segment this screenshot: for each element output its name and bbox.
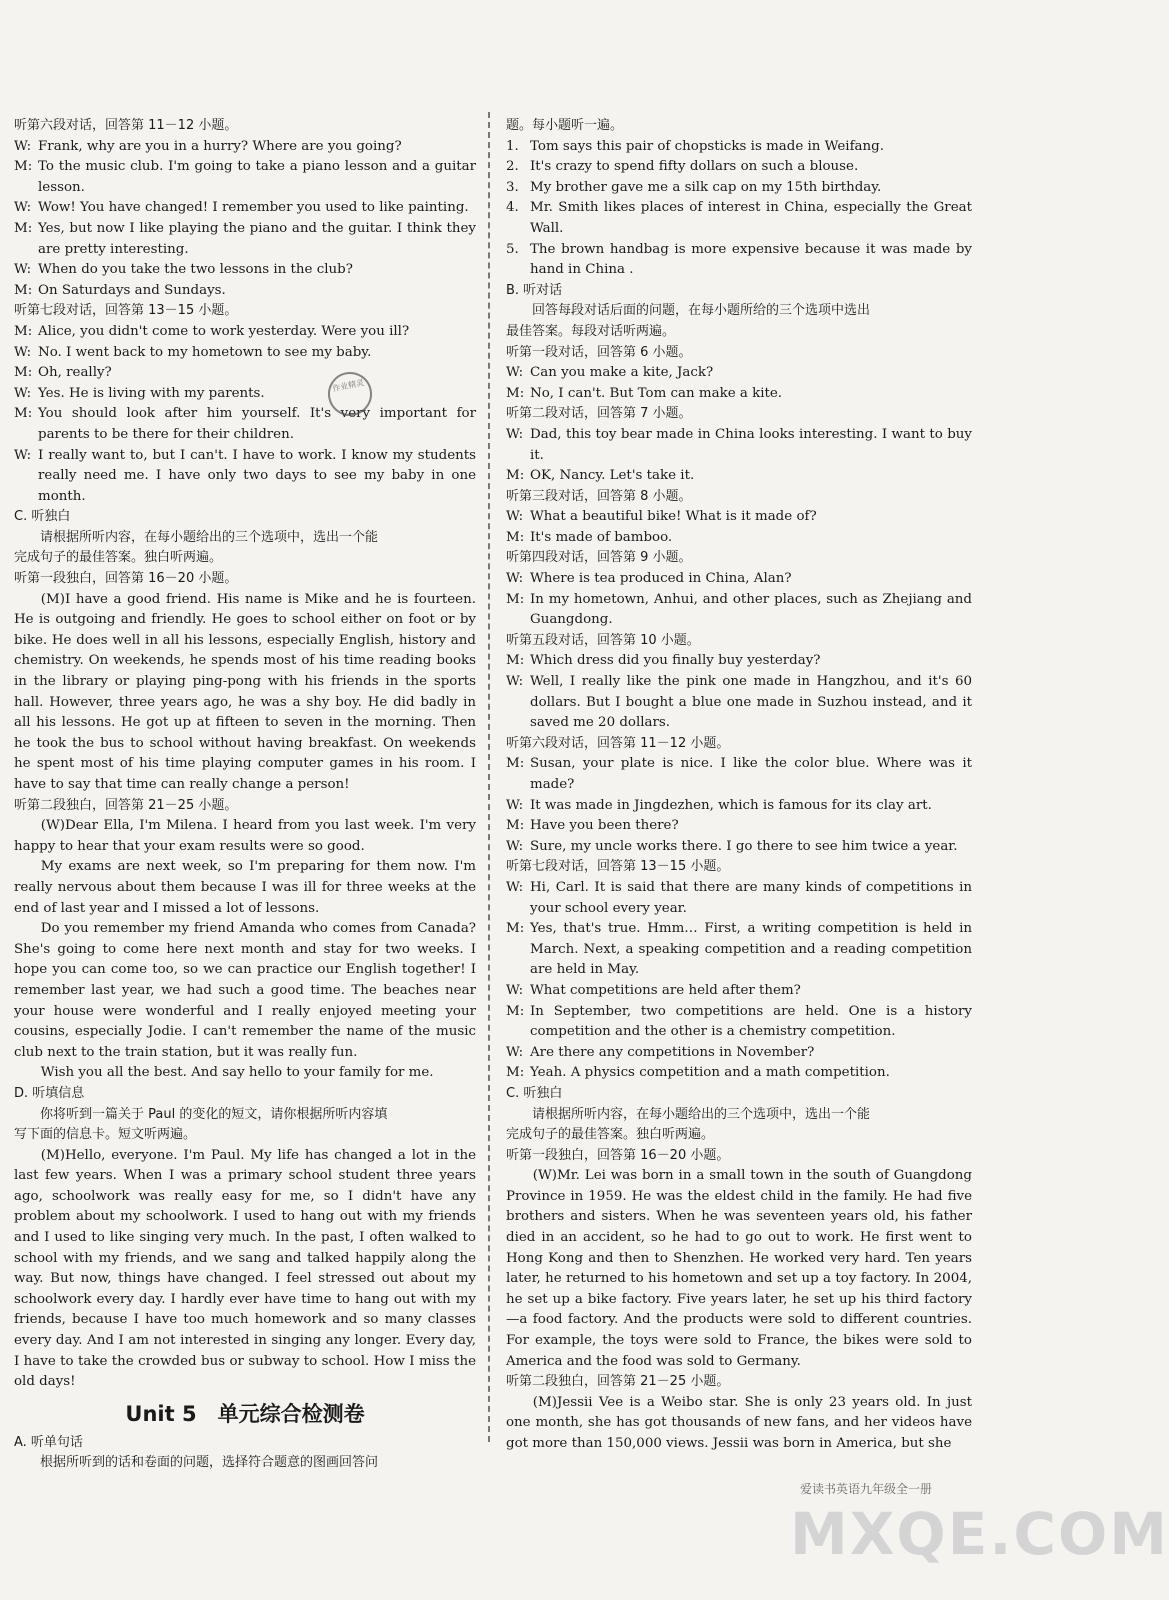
dialogue-7 <box>506 878 972 1084</box>
speaker-label: W: <box>14 200 32 216</box>
question-number: 2. <box>506 159 519 175</box>
dialogue-text: Susan, your plate is nice. I like the color blue. Where was it made? <box>530 756 972 792</box>
section-a-instruction: 根据所听到的话和卷面的问题，选择符合题意的图画回答问 <box>40 1455 379 1471</box>
dialogue-7 <box>14 322 476 507</box>
left-column <box>14 116 476 1474</box>
dialogue-7-header: 听第七段对话，回答第 13－15 小题。 <box>14 303 238 319</box>
section-a-title: A. 听单句话 <box>14 1434 83 1450</box>
dialogue-line <box>506 1063 972 1084</box>
question-item <box>506 240 972 281</box>
monologue-2-header: 听第二段独白，回答第 21－25 小题。 <box>506 1374 730 1390</box>
dialogue-line <box>14 219 476 260</box>
dialogue-text: I really want to, but I can't. I have to work. I know my students really need me. I have only two days to see my baby in one month. <box>38 447 476 504</box>
dialogue-line <box>506 1002 972 1043</box>
dialogue-2 <box>506 425 972 487</box>
section-c-instruction: 请根据所听内容，在每小题给出的三个选项中，选出一个能 <box>40 529 379 545</box>
dialogue-line <box>506 672 972 734</box>
question-item <box>506 198 972 239</box>
dialogue-4-header: 听第四段对话，回答第 9 小题。 <box>506 550 692 566</box>
dialogue-line <box>506 816 972 837</box>
speaker-label: W: <box>506 674 524 690</box>
dialogue-text: No. I went back to my hometown to see my baby. <box>38 344 372 360</box>
dialogue-line <box>506 528 972 549</box>
dialogue-3-header: 听第三段对话，回答第 8 小题。 <box>506 488 692 504</box>
monologue-1-text: (M)I have a good friend. His name is Mike and he is fourteen. He is outgoing and friendly. He goes to school either on foot or by bike. He does well in all his lessons, especially English, history and chemistry. On weekends, he spends most of his time reading books in the library or playing ping-pong with his friends in the sports hall. However, three years ago, he was a shy boy. He did badly in all his lessons. He got up at fifteen to seven in the morning. Then he took the bus to school without having breakfast. On weekends he spent most of his time playing computer games in his room. I have to say that time can really change a person! <box>14 591 476 792</box>
speaker-label: M: <box>506 921 525 937</box>
speaker-label: W: <box>14 385 32 401</box>
dialogue-text: Yeah. A physics competition and a math competition. <box>530 1065 890 1081</box>
watermark: MXQE.COM <box>790 1500 1169 1568</box>
dialogue-text: What competitions are held after them? <box>530 982 801 998</box>
dialogue-text: Frank, why are you in a hurry? Where are you going? <box>38 138 402 154</box>
speaker-label: W: <box>14 262 32 278</box>
speaker-label: W: <box>506 365 524 381</box>
dialogue-text: Have you been there? <box>530 818 679 834</box>
dialogue-text: Dad, this toy bear made in China looks interesting. I want to buy it. <box>530 426 972 463</box>
dialogue-1 <box>506 363 972 404</box>
dialogue-text: Wow! You have changed! I remember you used to like painting. <box>38 200 469 216</box>
dialogue-text: Oh, really? <box>38 365 112 381</box>
section-d-title: D. 听填信息 <box>14 1085 85 1101</box>
right-column <box>506 116 972 1455</box>
dialogue-5 <box>506 651 972 733</box>
speaker-label: M: <box>14 159 33 175</box>
unit-title: Unit 5 单元综合检测卷 <box>125 1401 365 1426</box>
letter-paragraph: (W)Dear Ella, I'm Milena. I heard from you last week. I'm very happy to hear that your exam results were so good. <box>14 818 476 854</box>
speaker-label: M: <box>506 756 525 772</box>
dialogue-line <box>506 363 972 384</box>
dialogue-line <box>14 446 476 508</box>
dialogue-1-header: 听第一段对话，回答第 6 小题。 <box>506 344 692 360</box>
dialogue-line <box>14 157 476 198</box>
speaker-label: W: <box>506 982 524 998</box>
footer-book-title: 爱读书英语九年级全一册 <box>800 1482 933 1496</box>
speaker-label: W: <box>506 426 524 442</box>
dialogue-line <box>506 590 972 631</box>
dialogue-text: In my hometown, Anhui, and other places, such as Zhejiang and Guangdong. <box>530 591 972 628</box>
speaker-label: W: <box>506 797 524 813</box>
dialogue-text: In September, two competitions are held. One is a history competition and the other is a chemistry competition. <box>530 1003 972 1040</box>
speaker-label: M: <box>506 1003 525 1019</box>
dialogue-line <box>506 425 972 466</box>
letter-paragraph: Wish you all the best. And say hello to your family for me. <box>40 1065 434 1081</box>
dialogue-6-header: 听第六段对话，回答第 11－12 小题。 <box>14 118 238 133</box>
dialogue-line <box>506 466 972 487</box>
monologue-1-text: (W)Mr. Lei was born in a small town in the south of Guangdong Province in 1959. He was the eldest child in the family. He had five brothers and sisters. When he was seventeen years old, his father died in an accident, so he had to go out to work. He first went to Hong Kong and then to Shenzhen. He worked very hard. Ten years later, he returned to his hometown and set up a toy factory. In 2004, he set up a bike factory. Five years later, he set up his third factory—a food factory. And the products were sold to different countries. For example, the toys were sold to France, the bikes were sold to America and the food was sold to Germany. <box>506 1168 972 1369</box>
speaker-label: M: <box>506 591 525 607</box>
dialogue-6 <box>506 754 972 857</box>
dialogue-2-header: 听第二段对话，回答第 7 小题。 <box>506 406 692 422</box>
speaker-label: W: <box>506 571 524 587</box>
speaker-label: M: <box>506 818 525 834</box>
section-d-instruction: 你将听到一篇关于 Paul 的变化的短文，请你根据所听内容填 <box>40 1106 388 1122</box>
speaker-label: W: <box>506 838 524 854</box>
dialogue-line <box>506 384 972 405</box>
dialogue-text: What a beautiful bike! What is it made of? <box>530 509 817 525</box>
dialogue-text: When do you take the two lessons in the club? <box>38 262 353 278</box>
section-c-title: C. 听独白 <box>506 1085 563 1101</box>
dialogue-line <box>14 260 476 281</box>
question-text: Tom says this pair of chopsticks is made in Weifang. <box>530 138 884 154</box>
dialogue-line <box>506 878 972 919</box>
dialogue-text: Yes, but now I like playing the piano and the guitar. I think they are pretty interesting. <box>38 220 476 257</box>
dialogue-5-header: 听第五段对话，回答第 10 小题。 <box>506 632 700 648</box>
monologue-2-header: 听第二段独白，回答第 21－25 小题。 <box>14 797 238 813</box>
question-text: My brother gave me a silk cap on my 15th birthday. <box>530 179 882 195</box>
speaker-label: M: <box>14 365 33 381</box>
speaker-label: W: <box>14 138 32 154</box>
dialogue-text: Sure, my uncle works there. I go there to see him twice a year. <box>530 838 958 854</box>
dialogue-text: Yes. He is living with my parents. <box>38 385 265 401</box>
dialogue-text: Where is tea produced in China, Alan? <box>530 571 792 587</box>
question-item <box>506 157 972 178</box>
speaker-label: M: <box>14 282 33 298</box>
dialogue-text: Yes, that's true. Hmm… First, a writing competition is held in March. Next, a speaking competition and a reading competition are held in May. <box>530 921 972 978</box>
speaker-label: M: <box>506 653 525 669</box>
letter-paragraph: My exams are next week, so I'm preparing for them now. I'm really nervous about them because I was ill for three weeks at the end of last year and I missed a lot of lessons. <box>14 859 476 916</box>
dialogue-6-header: 听第六段对话，回答第 11－12 小题。 <box>506 735 730 751</box>
speaker-label: W: <box>506 879 524 895</box>
speaker-label: M: <box>14 220 33 236</box>
question-number: 4. <box>506 200 519 216</box>
speaker-label: M: <box>506 468 525 484</box>
section-c-instruction-cont: 完成句子的最佳答案。独白听两遍。 <box>14 550 223 566</box>
speaker-label: W: <box>14 344 32 360</box>
dialogue-line <box>14 322 476 343</box>
monologue-1-header: 听第一段独白，回答第 16－20 小题。 <box>14 571 238 587</box>
dialogue-line <box>506 837 972 858</box>
dialogue-6 <box>14 137 476 302</box>
question-item <box>506 178 972 199</box>
speaker-label: W: <box>506 1044 524 1060</box>
question-number: 3. <box>506 179 519 195</box>
section-b-title: B. 听对话 <box>506 282 563 298</box>
question-number: 5. <box>506 241 519 257</box>
dialogue-text: No, I can't. But Tom can make a kite. <box>530 385 783 401</box>
section-a-items <box>506 137 972 281</box>
column-divider <box>488 112 490 1442</box>
section-a-instruction-cont: 题。每小题听一遍。 <box>506 118 624 133</box>
dialogue-text: Which dress did you finally buy yesterday? <box>530 653 821 669</box>
dialogue-text: Are there any competitions in November? <box>530 1044 815 1060</box>
dialogue-text: To the music club. I'm going to take a piano lesson and a guitar lesson. <box>38 159 476 195</box>
section-b-instruction: 回答每段对话后面的问题，在每小题所给的三个选项中选出 <box>532 303 871 319</box>
dialogue-text: OK, Nancy. Let's take it. <box>530 468 695 484</box>
dialogue-line <box>14 363 476 384</box>
speaker-label: M: <box>506 1065 525 1081</box>
dialogue-text: Well, I really like the pink one made in Hangzhou, and it's 60 dollars. But I bought a blue one made in Suzhou instead, and it saved me 20 dollars. <box>530 674 972 731</box>
dialogue-text: Alice, you didn't come to work yesterday. Were you ill? <box>38 323 410 339</box>
dialogue-line <box>14 137 476 158</box>
dialogue-line <box>506 754 972 795</box>
dialogue-line <box>506 796 972 817</box>
dialogue-line <box>14 384 476 405</box>
dialogue-line <box>506 651 972 672</box>
speaker-label: M: <box>14 406 33 422</box>
dialogue-line <box>506 919 972 981</box>
section-b-instruction-cont: 最佳答案。每段对话听两遍。 <box>506 323 676 339</box>
dialogue-7-header: 听第七段对话，回答第 13－15 小题。 <box>506 859 730 875</box>
question-item <box>506 137 972 158</box>
dialogue-text: You should look after him yourself. It's very important for parents to be there for their children. <box>38 406 476 442</box>
dialogue-text: It was made in Jingdezhen, which is famous for its clay art. <box>530 797 932 813</box>
dialogue-line <box>506 981 972 1002</box>
letter-paragraph: Do you remember my friend Amanda who comes from Canada? She's going to come here next month and stay for two weeks. I hope you can come too, so we can practice our English together! I remember last year, we had such a good time. The beaches near your house were wonderful and I really enjoyed meeting your cousins, especially Jodie. I can't remember the name of the music club next to the train station, but it was really fun. <box>14 921 476 1060</box>
dialogue-line <box>506 569 972 590</box>
dialogue-line <box>506 507 972 528</box>
monologue-1-header: 听第一段独白，回答第 16－20 小题。 <box>506 1147 730 1163</box>
question-text: Mr. Smith likes places of interest in China, especially the Great Wall. <box>530 200 972 236</box>
speaker-label: W: <box>506 509 524 525</box>
monologue-2-text: (M)Jessii Vee is a Weibo star. She is only 23 years old. In just one month, she has got thousands of new fans, and her videos have got more than 150,000 views. Jessii was born in America, but she <box>506 1394 972 1451</box>
dialogue-text: On Saturdays and Sundays. <box>38 282 226 298</box>
section-c-title: C. 听独白 <box>14 509 71 525</box>
stamp-seal: 作业精灵 <box>324 368 376 420</box>
section-c-instruction: 请根据所听内容，在每小题给出的三个选项中，选出一个能 <box>532 1106 871 1122</box>
dialogue-text: Hi, Carl. It is said that there are many kinds of competitions in your school every year. <box>530 879 972 916</box>
speaker-label: M: <box>506 529 525 545</box>
speaker-label: M: <box>506 385 525 401</box>
dialogue-line <box>14 281 476 302</box>
dialogue-line <box>14 343 476 364</box>
section-c-instruction-cont: 完成句子的最佳答案。独白听两遍。 <box>506 1127 715 1143</box>
dialogue-3 <box>506 507 972 548</box>
question-text: It's crazy to spend fifty dollars on such a blouse. <box>530 159 859 175</box>
dialogue-line <box>14 198 476 219</box>
question-text: The brown handbag is more expensive because it was made by hand in China . <box>530 241 972 278</box>
speaker-label: W: <box>14 447 32 463</box>
dialogue-4 <box>506 569 972 631</box>
question-number: 1. <box>506 138 519 154</box>
dialogue-line <box>14 404 476 445</box>
dialogue-line <box>506 1043 972 1064</box>
dialogue-text: It's made of bamboo. <box>530 529 673 545</box>
section-d-instruction-cont: 写下面的信息卡。短文听两遍。 <box>14 1127 197 1143</box>
dialogue-text: Can you make a kite, Jack? <box>530 365 714 381</box>
section-d-text: (M)Hello, everyone. I'm Paul. My life has changed a lot in the last few years. When I was a primary school student three years ago, schoolwork was really easy for me, so I didn't have any problem about my schoolwork. I used to hang out with my friends and I used to like singing very much. In the past, I often walked to school with my friends, and we sang and talked happily along the way. But now, things have changed. I feel stressed out about my schoolwork every day. I hardly ever have time to hang out with my friends, because I have too much homework and so many classes every day. And I am not interested in singing any longer. Every day, I have to take the crowded bus or subway to school. How I miss the old days! <box>14 1147 476 1390</box>
speaker-label: M: <box>14 323 33 339</box>
